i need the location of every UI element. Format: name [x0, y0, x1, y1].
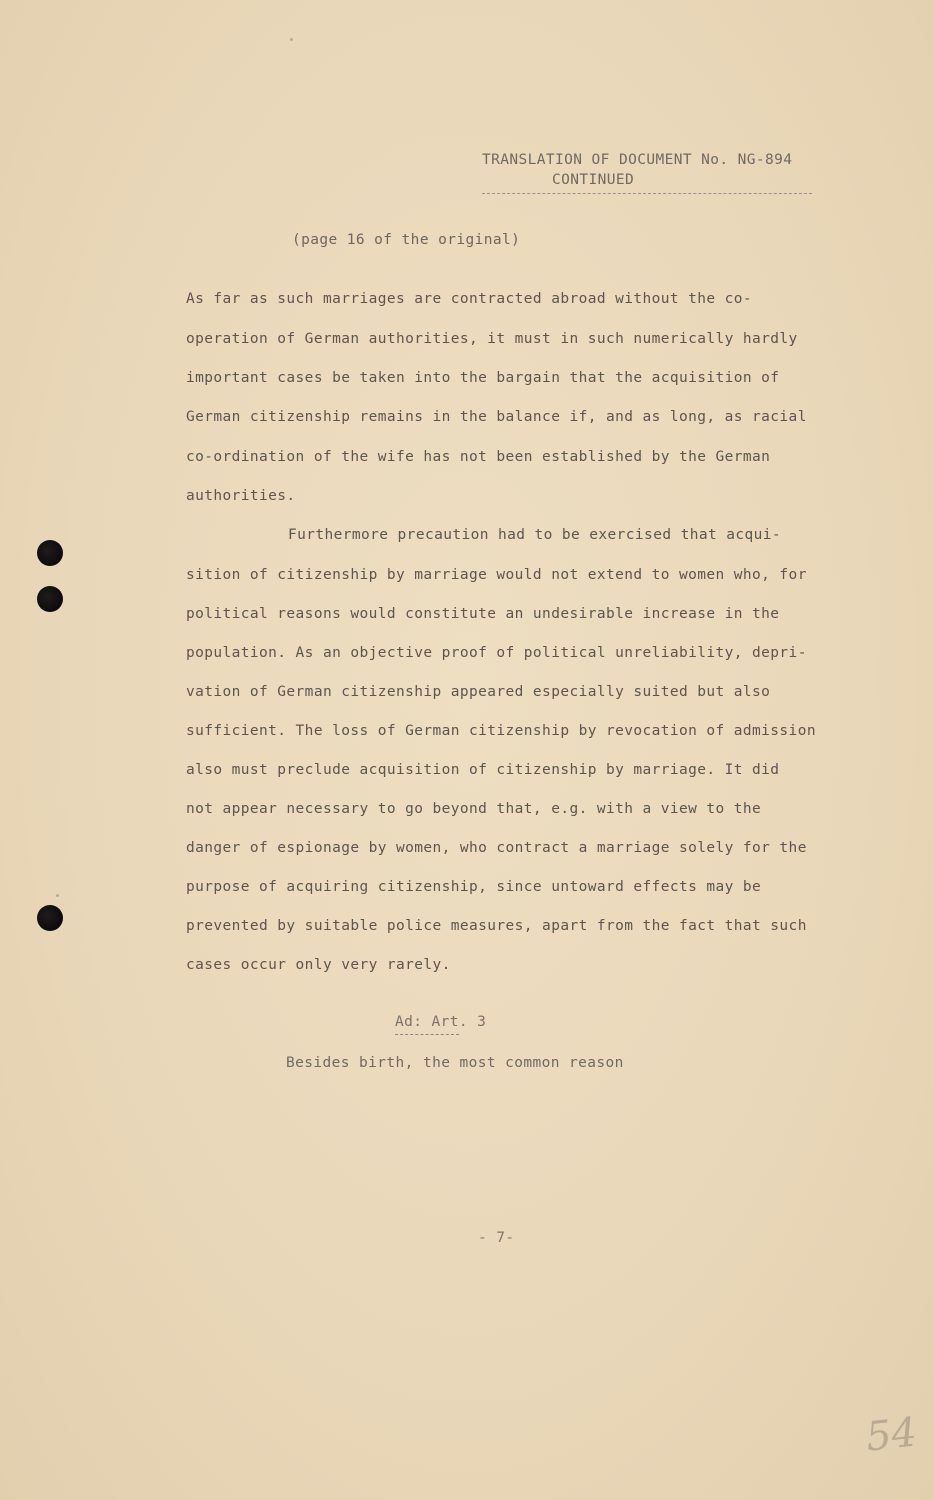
- text-line: purpose of acquiring citizenship, since untoward effects may be: [186, 879, 762, 895]
- punch-hole-2: [37, 586, 63, 612]
- text-line: political reasons would constitute an undesirable increase in the: [186, 606, 780, 622]
- page-reference: (page 16 of the original): [292, 232, 521, 248]
- section-text: Besides birth, the most common reason: [286, 1055, 624, 1071]
- text-line: also must preclude acquisition of citizenship by marriage. It did: [186, 762, 780, 778]
- handwritten-folio-number: 54: [863, 1409, 920, 1461]
- text-line: important cases be taken into the bargain that the acquisition of: [186, 370, 780, 386]
- text-line: authorities.: [186, 488, 296, 504]
- text-line: vation of German citizenship appeared especially suited but also: [186, 684, 771, 700]
- text-line: German citizenship remains in the balance if, and as long, as racial: [186, 409, 807, 425]
- text-line: population. As an objective proof of political unreliability, depri-: [186, 645, 807, 661]
- punch-hole-1: [37, 540, 63, 566]
- section-heading: Ad: Art. 3: [395, 1014, 487, 1030]
- text-line: operation of German authorities, it must in such numerically hardly: [186, 331, 798, 347]
- text-line: Furthermore precaution had to be exercised that acqui-: [288, 527, 782, 543]
- header-rule: [482, 193, 812, 194]
- page-number: - 7-: [478, 1230, 515, 1246]
- text-line: As far as such marriages are contracted abroad without the co-: [186, 291, 753, 307]
- text-line: sufficient. The loss of German citizenship by revocation of admission: [186, 723, 816, 739]
- paper-speck: [290, 38, 293, 41]
- text-line: prevented by suitable police measures, apart from the fact that such: [186, 918, 807, 934]
- text-line: not appear necessary to go beyond that, e.g. with a view to the: [186, 801, 762, 817]
- text-line: cases occur only very rarely.: [186, 957, 451, 973]
- paper-speck: [56, 894, 59, 897]
- header-subtitle: CONTINUED: [552, 172, 635, 188]
- text-line: danger of espionage by women, who contract a marriage solely for the: [186, 840, 807, 856]
- punch-hole-3: [37, 905, 63, 931]
- text-line: co-ordination of the wife has not been established by the German: [186, 449, 771, 465]
- section-heading-underline: [395, 1034, 459, 1035]
- header-title: TRANSLATION OF DOCUMENT No. NG-894: [482, 152, 793, 168]
- text-line: sition of citizenship by marriage would not extend to women who, for: [186, 567, 807, 583]
